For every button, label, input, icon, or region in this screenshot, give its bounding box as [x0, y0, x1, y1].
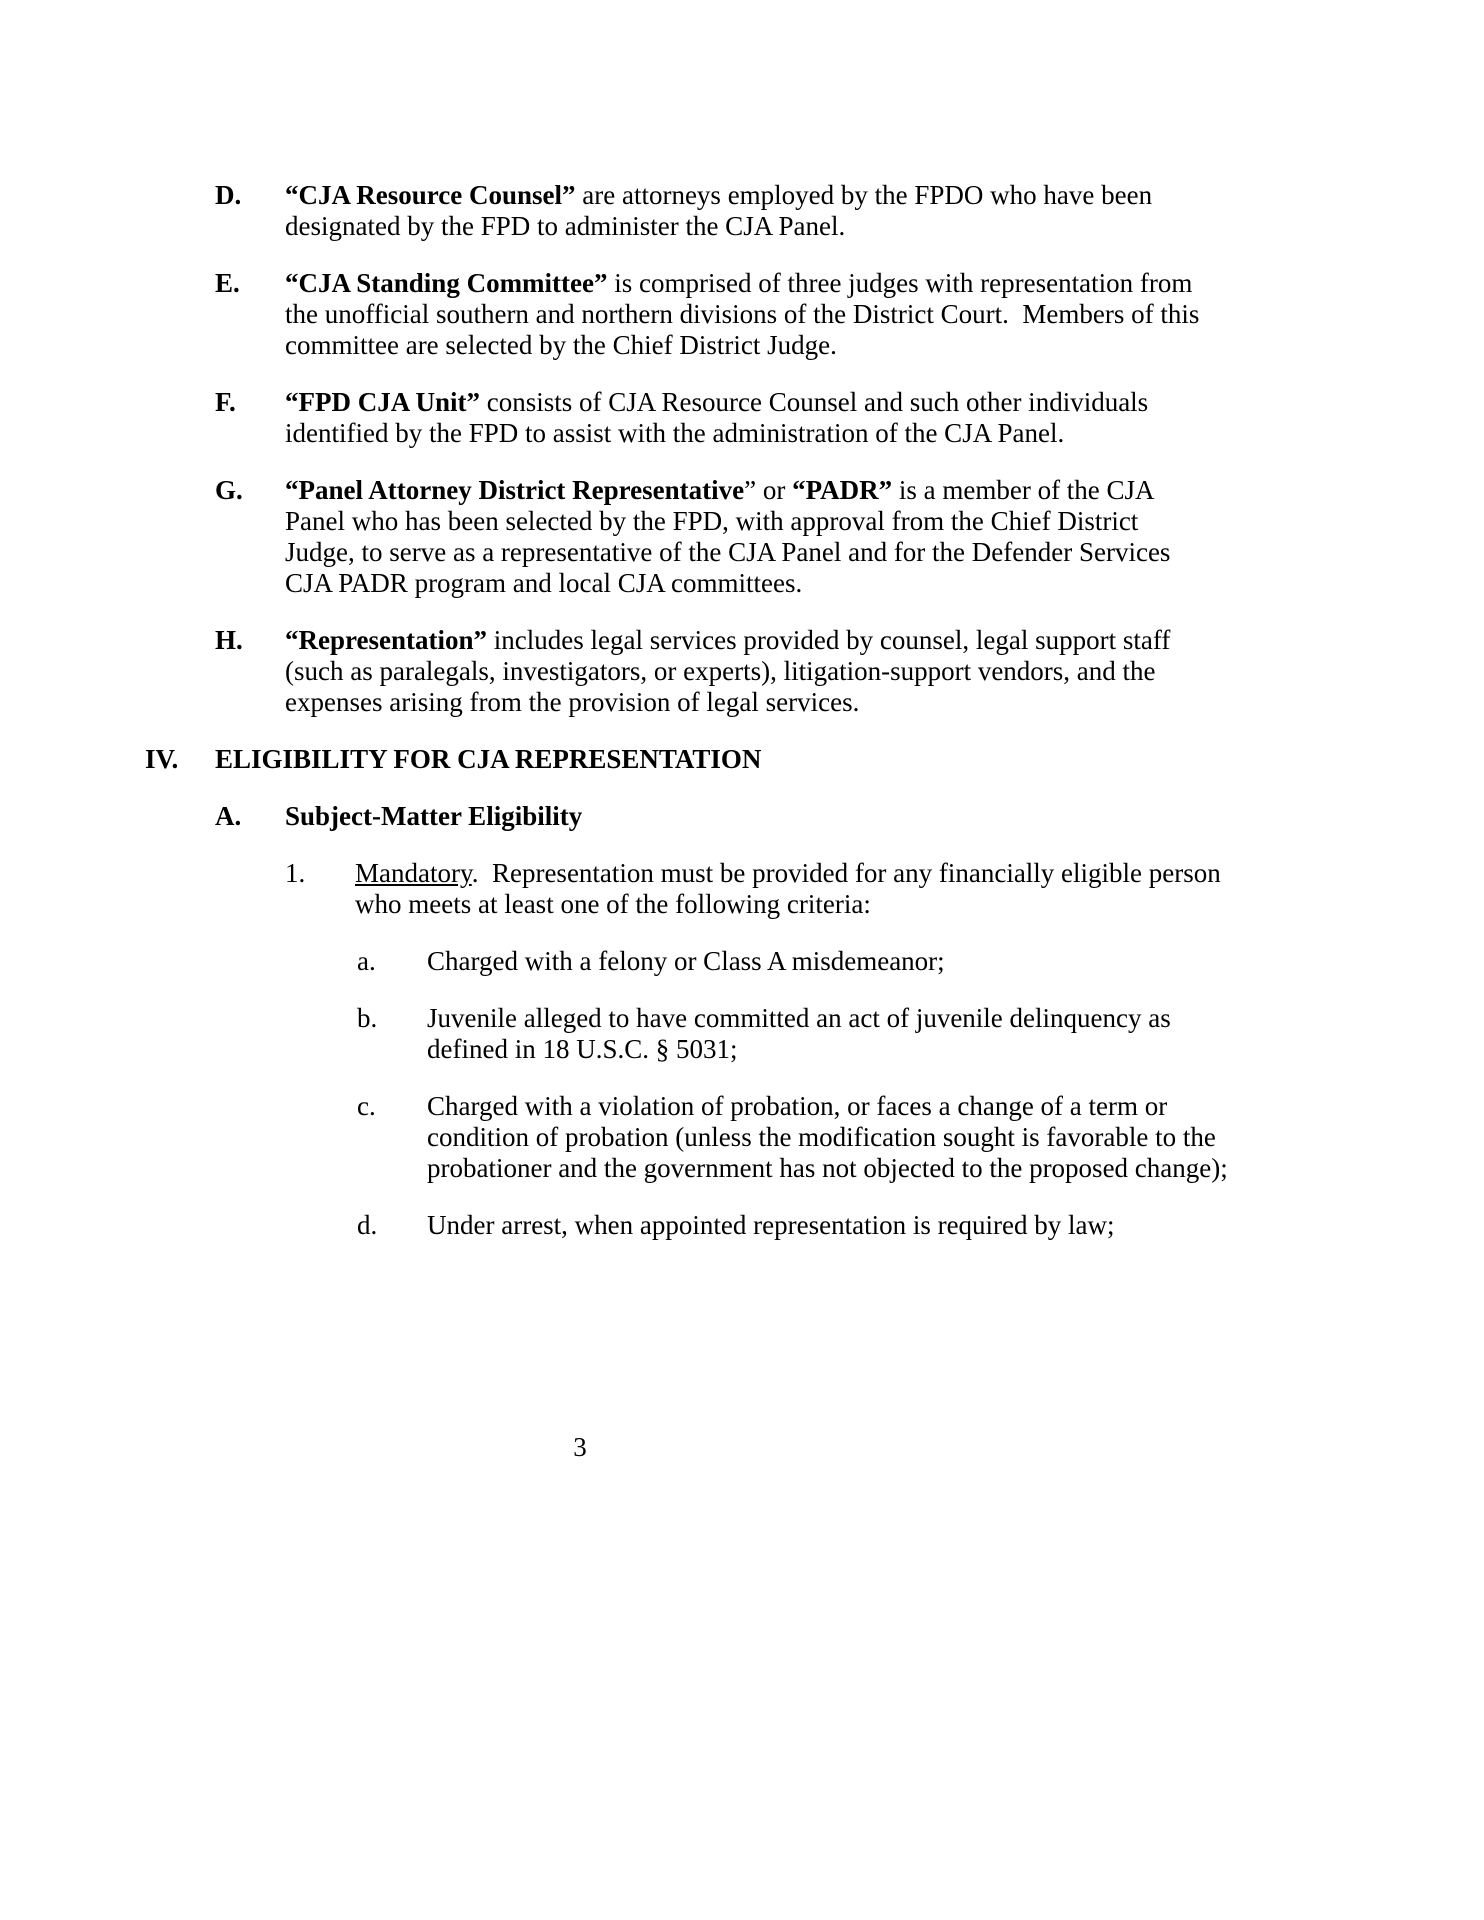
subsection-label: A. — [215, 801, 242, 831]
definition-text: is comprised of three judges with representation from the unofficial southern and northern divisions of the District Court. Members of this committee are selected by the Chief District Judge. — [285, 268, 1207, 360]
definition-text: includes legal services provided by counsel, legal support staff (such as paralegals, investigators, or experts), litigation-support vendors, and the expenses arising from the provision of legal services. — [285, 625, 1178, 717]
definition-term: “CJA Resource Counsel” — [285, 180, 576, 210]
definition-label: F. — [215, 387, 236, 417]
page-number: 3 — [573, 1432, 587, 1462]
numbered-item-lead: Mandatory — [355, 858, 472, 888]
definition-term: “FPD CJA Unit” — [285, 387, 480, 417]
criterion-text: Charged with a violation of probation, or faces a change of a term or condition of probation (unless the modification sought is favorable to the probationer and the government has not objected to the proposed change); — [427, 1091, 1228, 1183]
criterion-item-d — [357, 1210, 1484, 1241]
definition-label: D. — [215, 180, 242, 210]
numbered-item-text-block — [355, 858, 1235, 920]
numbered-item-label: 1. — [285, 858, 306, 888]
document-content — [0, 180, 1484, 1267]
subsection-title: Subject-Matter Eligibility — [285, 801, 583, 831]
definition-text-block — [285, 387, 1205, 449]
section-label: IV. — [145, 744, 179, 774]
definition-item-d — [215, 180, 1484, 242]
definition-term-alt: “PADR” — [792, 475, 893, 505]
criterion-label: a. — [357, 946, 376, 976]
definition-text: is a member of the CJA Panel who has been selected by the FPD, with approval from the Chief District Judge, to serve as a representative of the CJA Panel and for the Defender Services CJA PADR program and local CJA committees. — [285, 475, 1178, 598]
definition-text: are attorneys employed by the FPDO who have been designated by the FPD to administer the CJA Panel. — [285, 180, 1159, 241]
section-title: ELIGIBILITY FOR CJA REPRESENTATION — [215, 744, 762, 774]
criterion-label: c. — [357, 1091, 376, 1121]
numbered-item-1 — [285, 858, 1484, 920]
definition-item-h — [215, 625, 1484, 718]
criterion-text: Charged with a felony or Class A misdemeanor; — [427, 946, 945, 976]
definition-item-g — [215, 475, 1484, 599]
criterion-item-a — [357, 946, 1484, 977]
definition-text-block — [285, 268, 1205, 361]
criterion-text: Juvenile alleged to have committed an act of juvenile delinquency as defined in 18 U.S.C. § 5031; — [427, 1003, 1178, 1064]
criterion-item-b — [357, 1003, 1484, 1065]
definition-term: “CJA Standing Committee” — [285, 268, 608, 298]
definition-connector: ” or — [744, 475, 793, 505]
criterion-text: Under arrest, when appointed representation is required by law; — [427, 1210, 1115, 1240]
definition-item-e — [215, 268, 1484, 361]
section-heading — [145, 744, 1484, 775]
definition-item-f — [215, 387, 1484, 449]
definition-term: “Representation” — [285, 625, 487, 655]
definition-label: G. — [215, 475, 243, 505]
definition-text-block — [285, 180, 1205, 242]
criterion-label: b. — [357, 1003, 378, 1033]
definition-text-block — [285, 625, 1205, 718]
subsection-heading — [215, 801, 1484, 832]
criterion-label: d. — [357, 1210, 378, 1240]
definition-text-block — [285, 475, 1205, 599]
definition-term: “Panel Attorney District Representative — [285, 475, 745, 505]
definition-label: H. — [215, 625, 243, 655]
definition-label: E. — [215, 268, 240, 298]
definition-text: consists of CJA Resource Counsel and such other individuals identified by the FPD to assist with the administration of the CJA Panel. — [285, 387, 1155, 448]
numbered-item-text: . Representation must be provided for any financially eligible person who meets at least one of the following criteria: — [355, 858, 1228, 919]
criterion-item-c — [357, 1091, 1484, 1184]
